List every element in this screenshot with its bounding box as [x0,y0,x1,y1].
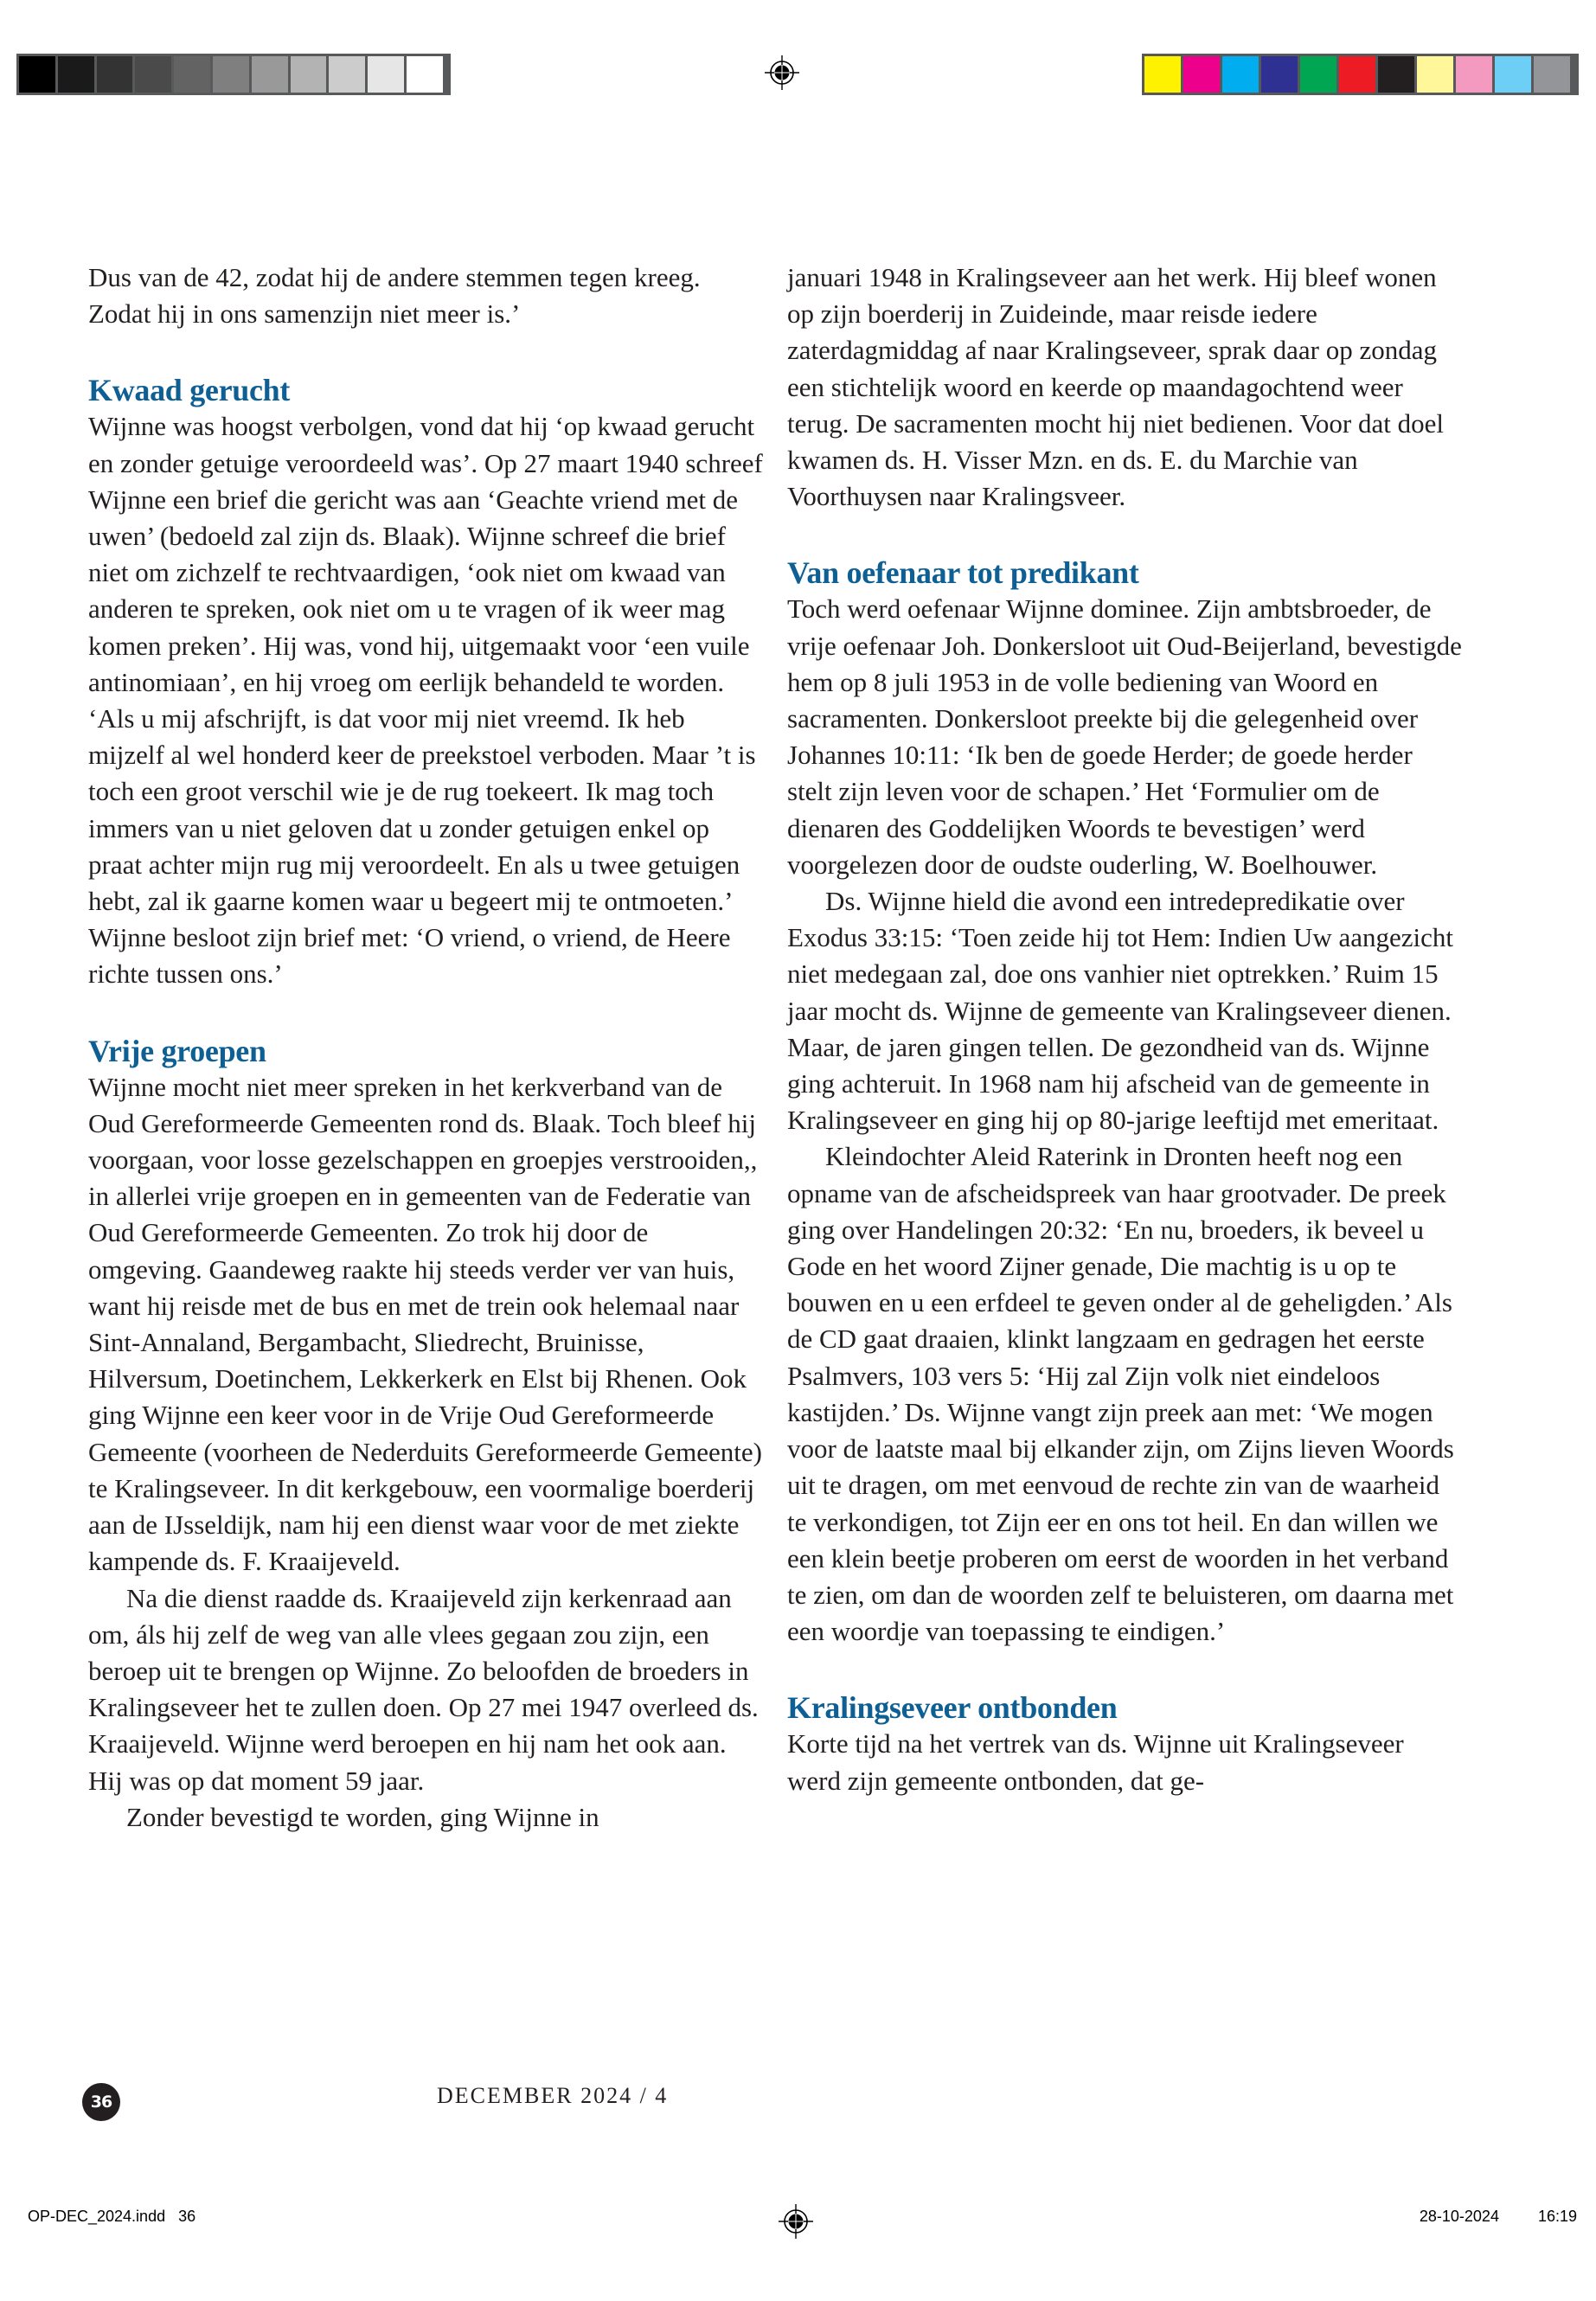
section-heading: Kwaad gerucht [88,373,291,408]
article-column-right [787,260,1462,1799]
body-paragraph: Ds. Wijnne hield die avond een intredepredikatie over Exodus 33:15: ‘Toen zeide hij tot Hem: Indien Uw aangezicht niet medegaan zal, doe ons vanhier niet optrekken.’ Ruim 15 jaar mocht ds. Wijnne de gemeente van Kralingseveer dienen. Maar, de jaren gingen tellen. De gezondheid van ds. Wijnne ging achteruit. In 1968 nam hij afscheid van de gemeente in Kralingseveer en ging hij op 80-jarige leeftijd met emeritaat. [787,886,1454,1136]
body-paragraph: Wijnne was hoogst verbolgen, vond dat hij ‘op kwaad gerucht en zonder getuige veroordeeld was’. Op 27 maart 1940 schreef Wijnne een brief die gericht was aan ‘Geachte vriend met de uwen’ (bedoeld zal zijn ds. Blaak). Wijnne schreef die brief niet om zichzelf te rechtvaardigen, ‘ook niet om kwaad van anderen te spreken, ook niet om u te vragen of ik weer mag komen preken’. Hij was, vond hij, uitgemaakt voor ‘een vuile antinomiaan’, en hij vroeg om eerlijk behandeld te worden. ‘Als u mij afschrijft, is dat voor mij niet vreemd. Ik heb mijzelf al wel honderd keer de preekstoel verboden. Maar ’t is toch een groot verschil wie je de rug toekeert. Ik mag toch immers van u niet geloven dat u zonder getuigen enkel op praat achter mijn rug mij veroordeelt. En als u twee getuigen hebt, zal ik gaarne komen waar u begeert mij te ontmoeten.’ Wijnne besloot zijn brief met: ‘O vriend, o vriend, de Heere richte tussen ons.’ [88,411,763,990]
grayscale-calibration-bar [16,54,451,95]
registration-mark-icon [765,55,799,90]
section-spacer [787,1650,1462,1686]
color-swatch [1222,56,1259,93]
color-swatch [1261,56,1298,93]
gray-swatch [291,56,327,93]
gray-swatch [252,56,288,93]
color-swatch [1417,56,1453,93]
section-heading: Van oefenaar tot predikant [787,555,1139,591]
gray-swatch [19,56,55,93]
gray-swatch [407,56,443,93]
gray-swatch [58,56,94,93]
page-number-badge: 36 [82,2083,120,2121]
body-paragraph: Korte tijd na het vertrek van ds. Wijnne uit Kralingseveer werd zijn gemeente ontbonden, dat ge- [787,1728,1404,1796]
body-paragraph: januari 1948 in Kralingseveer aan het werk. Hij bleef wonen op zijn boerderij in Zuideinde, maar reisde iedere zaterdagmiddag af naar Kralingseveer, sprak daar op zondag een stichtelijk woord en keerde op maandagochtend weer terug. De sacramenten mocht hij niet bedienen. Voor dat doel kwamen ds. H. Visser Mzn. en ds. E. du Marchie van Voorthuysen naar Kralingsveer. [787,262,1444,512]
color-swatch [1183,56,1220,93]
section-spacer [787,515,1462,551]
gray-swatch [213,56,249,93]
color-calibration-bar [1142,54,1579,95]
section-heading: Vrije groepen [88,1033,266,1068]
print-slug-filename: OP-DEC_2024.indd 36 [28,2208,196,2225]
section-heading: Kralingseveer ontbonden [787,1690,1118,1726]
body-paragraph: Na die dienst raadde ds. Kraaijeveld zijn kerkenraad aan om, áls hij zelf de weg van alle vlees gegaan zou zijn, een beroep uit te brengen op Wijnne. Zo beloofden de broeders in Kralingseveer het te zullen doen. Op 27 mei 1947 overleed ds. Kraaijeveld. Wijnne werd beroepen en hij nam het ook aan. Hij was op dat moment 59 jaar. [88,1582,759,1796]
body-paragraph: Zonder bevestigd te worden, ging Wijnne in [126,1801,599,1832]
body-paragraph: Dus van de 42, zodat hij de andere stemmen tegen kreeg. Zodat hij in ons samenzijn niet meer is.’ [88,262,701,330]
section-spacer [88,332,763,369]
color-swatch [1495,56,1531,93]
section-spacer [88,993,763,1029]
gray-swatch [97,56,133,93]
gray-swatch [329,56,365,93]
gray-swatch [174,56,210,93]
body-paragraph: Wijnne mocht niet meer spreken in het kerkverband van de Oud Gereformeerde Gemeenten rond ds. Blaak. Toch bleef hij voorgaan, voor losse gezelschappen en groepjes verstrooiden,, in allerlei vrije groepen en in gemeenten van de Federatie van Oud Gereformeerde Gemeenten. Zo trok hij door de omgeving. Gaandeweg raakte hij steeds verder ver van huis, want hij reisde met de bus en met de trein ook helemaal naar Sint-Annaland, Bergambacht, Sliedrecht, Bruinisse, Hilversum, Doetinchem, Lekkerkerk en Elst bij Rhenen. Ook ging Wijnne een keer voor in de Vrije Oud Gereformeerde Gemeente (voorheen de Nederduits Gereformeerde Gemeente) te Kralingseveer. In dit kerkgebouw, een voormalige boerderij aan de IJsseldijk, nam hij een dienst waar voor de met ziekte kampende ds. F. Kraaijeveld. [88,1071,762,1577]
color-swatch [1378,56,1414,93]
print-slug-datetime: 28-10-2024 16:19 [1419,2208,1577,2225]
issue-label: DECEMBER 2024 / 4 [437,2083,669,2108]
gray-swatch [368,56,404,93]
registration-mark-icon [779,2204,813,2239]
body-paragraph: Kleindochter Aleid Raterink in Dronten heeft nog een opname van de afscheidspreek van haar grootvader. De preek ging over Handelingen 20:32: ‘En nu, broeders, ik beveel u Gode en het woord Zijner genade, Die machtig is u op te bouwen en u een erfdeel te geven onder al de geheligden.’ Als de CD gaat draaien, klinkt langzaam en gedragen het eerste Psalmvers, 103 vers 5: ‘Hij zal Zijn volk niet eindeloos kastijden.’ Ds. Wijnne vangt zijn preek aan met: ‘We mogen voor de laatste maal bij elkander zijn, om Zijns lieven Woords uit te dragen, om met eenvoud de rechte zin van de waarheid te verkondigen, tot Zijn eer en ons tot heil. En dan willen we een klein beetje proberen om eerst de woorden in het verband te zien, om dan de woorden zelf te beluisteren, om daarna met een woordje van toepassing te eindigen.’ [787,1141,1454,1647]
article-column-left [88,260,763,1836]
gray-swatch [135,56,171,93]
color-swatch [1534,56,1570,93]
color-swatch [1300,56,1336,93]
color-swatch [1339,56,1375,93]
body-paragraph: Toch werd oefenaar Wijnne dominee. Zijn ambtsbroeder, de vrije oefenaar Joh. Donkersloot uit Oud-Beijerland, bevestigde hem op 8 juli 1953 in de volle bediening van Woord en sacramenten. Donkersloot preekte bij die gelegenheid over Johannes 10:11: ‘Ik ben de goede Herder; de goede herder stelt zijn leven voor de schapen.’ Het ‘Formulier om de dienaren des Goddelijken Woords te bevestigen’ werd voorgelezen door de oudste ouderling, W. Boelhouwer. [787,593,1462,880]
color-swatch [1456,56,1492,93]
color-swatch [1144,56,1181,93]
